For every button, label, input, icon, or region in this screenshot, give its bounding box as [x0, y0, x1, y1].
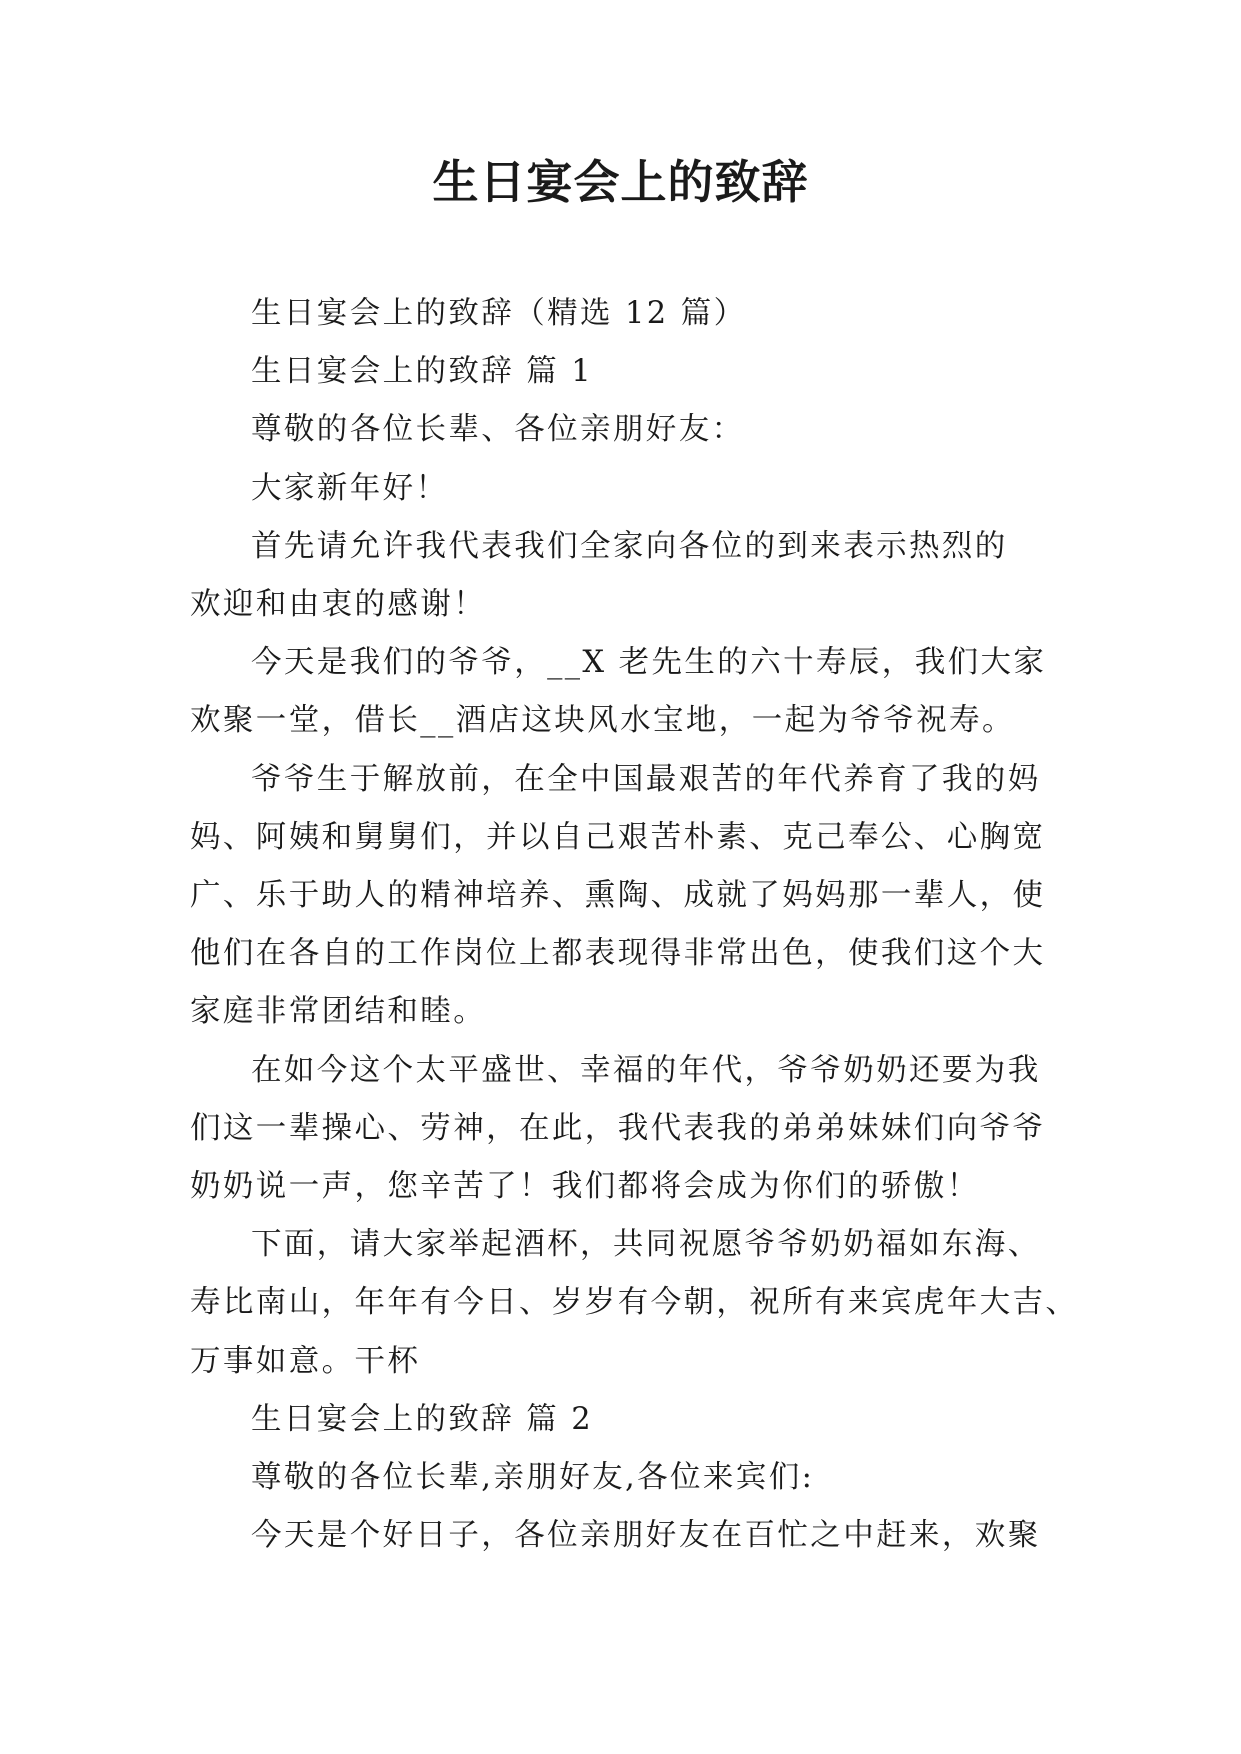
paragraph-line: 下面，请大家举起酒杯，共同祝愿爷爷奶奶福如东海、: [251, 1227, 1041, 1263]
paragraph-line: 欢聚一堂，借长__酒店这块风水宝地，一起为爷爷祝寿。: [190, 703, 1015, 739]
paragraph-line: 广、乐于助人的精神培养、熏陶、成就了妈妈那一辈人，使: [190, 878, 1046, 914]
paragraph-line: 们这一辈操心、劳神，在此，我代表我的弟弟妹妹们向爷爷: [190, 1110, 1046, 1146]
paragraph-line: 奶奶说一声，您辛苦了！我们都将会成为你们的骄傲！: [190, 1169, 980, 1205]
document-title: 生日宴会上的致辞: [432, 155, 809, 209]
section-heading-2: 生日宴会上的致辞 篇 2: [251, 1401, 594, 1437]
paragraph-line: 他们在各自的工作岗位上都表现得非常出色，使我们这个大: [190, 936, 1046, 972]
document-body: [190, 285, 1079, 1565]
salutation-line: 尊敬的各位长辈、各位亲朋好友：: [251, 412, 745, 448]
paragraph-line: 今天是个好日子，各位亲朋好友在百忙之中赶来，欢聚: [251, 1518, 1041, 1554]
paragraph-line: 万事如意。干杯: [190, 1343, 421, 1379]
paragraph-line: 家庭非常团结和睦。: [190, 994, 487, 1030]
paragraph-line: 欢迎和由衷的感谢！: [190, 587, 487, 623]
paragraph-line: 妈、阿姨和舅舅们，并以自己艰苦朴素、克己奉公、心胸宽: [190, 819, 1046, 855]
paragraph-line: 首先请允许我代表我们全家向各位的到来表示热烈的: [251, 528, 1008, 564]
section-heading-1: 生日宴会上的致辞 篇 1: [251, 354, 594, 390]
paragraph-line: 今天是我们的爷爷，__X 老先生的六十寿辰，我们大家: [251, 645, 1047, 681]
paragraph-line: 爷爷生于解放前，在全中国最艰苦的年代养育了我的妈: [251, 761, 1041, 797]
greeting-line: 大家新年好！: [251, 470, 449, 506]
paragraph-line: 在如今这个太平盛世、幸福的年代，爷爷奶奶还要为我: [251, 1052, 1041, 1088]
paragraph-line: 寿比南山，年年有今日、岁岁有今朝，祝所有来宾虎年大吉、: [190, 1285, 1079, 1321]
subtitle-line: 生日宴会上的致辞（精选 12 篇）: [251, 296, 747, 331]
salutation-line: 尊敬的各位长辈,亲朋好友,各位来宾们:: [251, 1460, 815, 1496]
